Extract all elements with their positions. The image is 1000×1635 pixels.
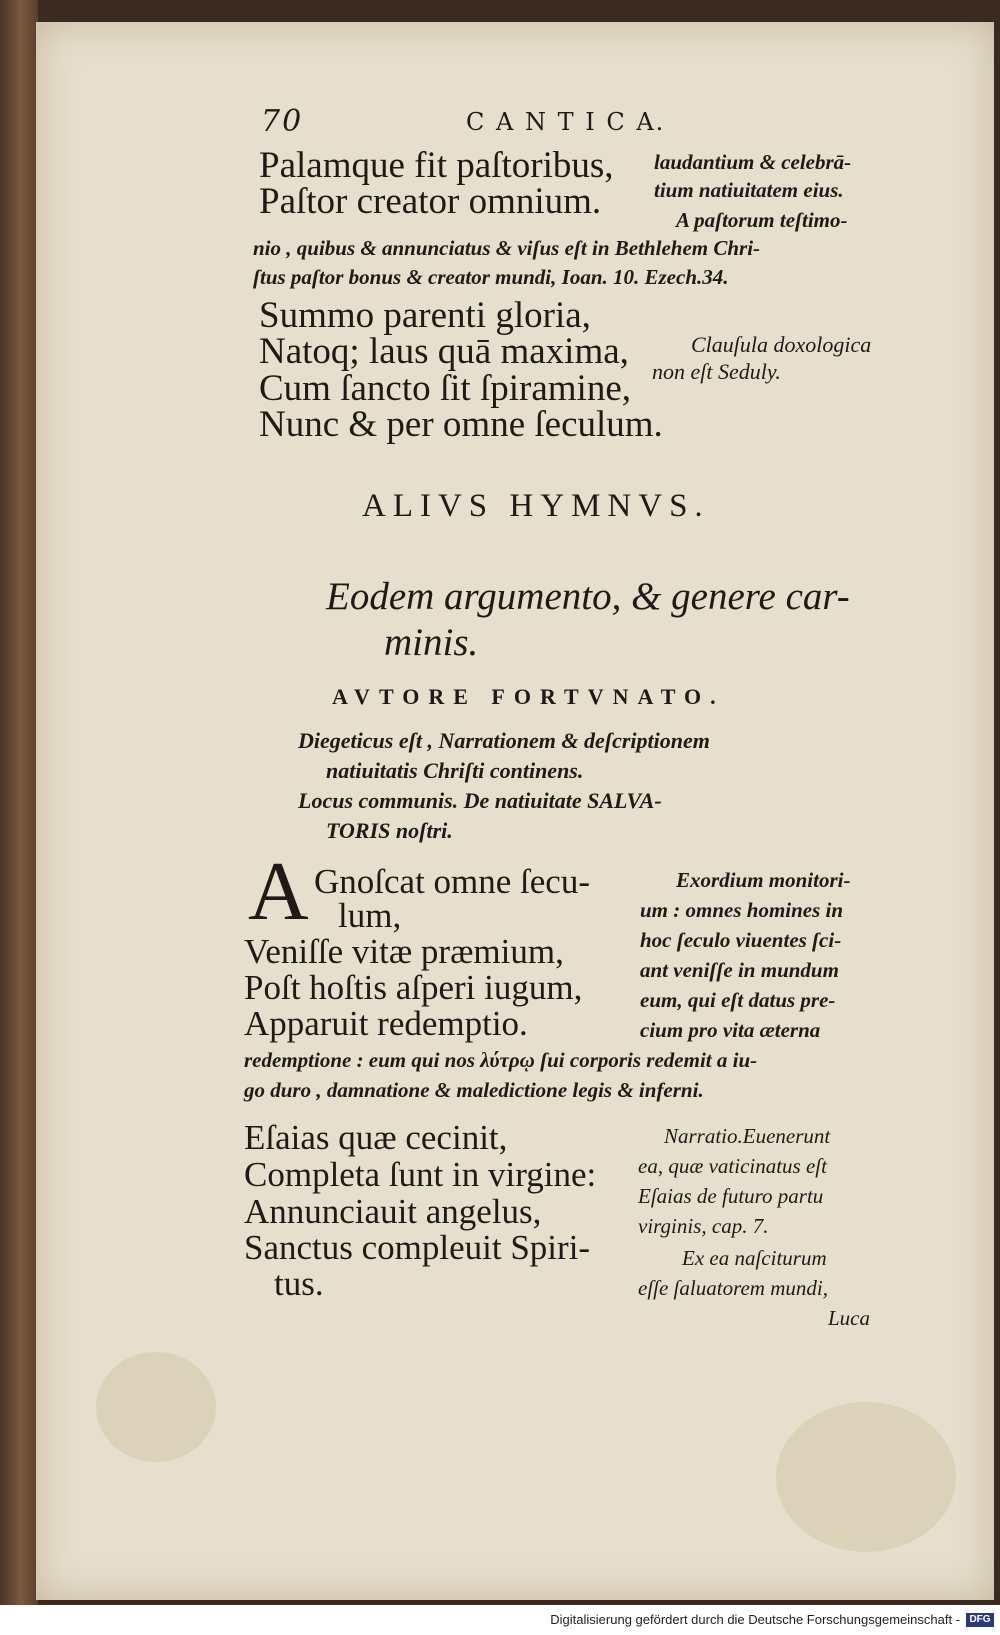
page-stain: [776, 1402, 956, 1552]
gloss-line: Ex ea naſciturum: [682, 1246, 827, 1270]
footer-credit: Digitalisierung gefördert durch die Deutsche Forschungsgemeinschaft -: [550, 1612, 960, 1627]
drop-cap-initial: A: [248, 845, 309, 938]
section-author: AVTORE FORTVNATO.: [332, 684, 725, 709]
section-note: Locus communis. De natiuitate SALVA-: [298, 788, 662, 813]
gloss-line: Clauſula doxologica: [691, 332, 872, 357]
gloss-line: nio , quibus & annunciatus & viſus eſt in Bethlehem Chri-: [253, 236, 761, 260]
verse-line: Eſaias quæ cecinit,: [244, 1118, 508, 1157]
verse-line: Sanctus compleuit Spiri-: [244, 1228, 591, 1267]
book-page: [36, 22, 994, 1600]
section-note: natiuitatis Chriſti continens.: [326, 758, 584, 783]
gloss-line: Eſaias de futuro partu: [638, 1184, 824, 1208]
section-note: Diegeticus eſt , Narrationem & deſcriptionem: [298, 728, 710, 753]
gloss-line: non eſt Seduly.: [652, 359, 781, 384]
gloss-line: eſſe ſaluatorem mundi,: [638, 1276, 828, 1300]
gloss-line: Narratio.Euenerunt: [664, 1124, 831, 1148]
page-stain: [96, 1352, 216, 1462]
verse-line: Summo parenti gloria,: [259, 295, 591, 336]
gloss-line: um : omnes homines in: [640, 898, 844, 922]
gloss-line: ant veniſſe in mundum: [640, 958, 839, 982]
gloss-line: ea, quæ vaticinatus eſt: [638, 1154, 827, 1178]
verse-line: Veniſſe vitæ præmium,: [244, 932, 564, 971]
gloss-line: laudantium & celebrā-: [654, 150, 852, 174]
verse-line: Natoq; laus quā maxima,: [259, 331, 629, 372]
verse-line: lum,: [338, 896, 402, 935]
gloss-line: tium natiuitatem eius.: [654, 178, 844, 202]
gloss-line: go duro , damnatione & maledictione legis & inferni.: [244, 1078, 704, 1102]
section-title: ALIVS HYMNVS.: [362, 488, 710, 524]
book-binding: [0, 0, 38, 1605]
footer-bar: [0, 1605, 1000, 1635]
verse-line: Cum ſancto ſit ſpiramine,: [259, 368, 631, 409]
page-number: 70: [261, 104, 304, 139]
section-subtitle: minis.: [384, 621, 479, 664]
verse-line: Poſt hoſtis aſperi iugum,: [244, 968, 583, 1007]
section-subtitle: Eodem argumento, & genere car-: [326, 575, 850, 618]
verse-line: Apparuit redemptio.: [244, 1004, 528, 1043]
gloss-line: eum, qui eſt datus pre-: [640, 988, 836, 1012]
section-note: TORIS noſtri.: [326, 818, 453, 843]
running-title: C A N T I C A.: [466, 108, 666, 136]
gloss-line: A paſtorum teſtimo-: [676, 208, 848, 232]
gloss-line: virginis, cap. 7.: [638, 1214, 769, 1238]
verse-line: Annunciauit angelus,: [244, 1192, 542, 1231]
verse-line: Paſtor creator omnium.: [259, 181, 602, 222]
gloss-line: hoc ſeculo viuentes ſci-: [640, 928, 842, 952]
gloss-line: Exordium monitori-: [676, 868, 851, 892]
gloss-line: ſtus paſtor bonus & creator mundi, Ioan. 10. Ezech.34.: [253, 265, 729, 289]
verse-line: Gnoſcat omne ſecu-: [314, 862, 591, 901]
verse-line: tus.: [274, 1264, 324, 1303]
verse-line: Palamque fit paſtoribus,: [259, 145, 614, 186]
verse-line: Completa ſunt in virgine:: [244, 1155, 597, 1194]
gloss-line: redemptione : eum qui nos λύτρῳ ſui corporis redemit a iu-: [244, 1048, 758, 1072]
dfg-logo: DFG: [966, 1613, 994, 1627]
gloss-line: cium pro vita æterna: [640, 1018, 821, 1042]
gloss-line: Luca: [828, 1306, 870, 1330]
verse-line: Nunc & per omne ſeculum.: [259, 404, 663, 445]
